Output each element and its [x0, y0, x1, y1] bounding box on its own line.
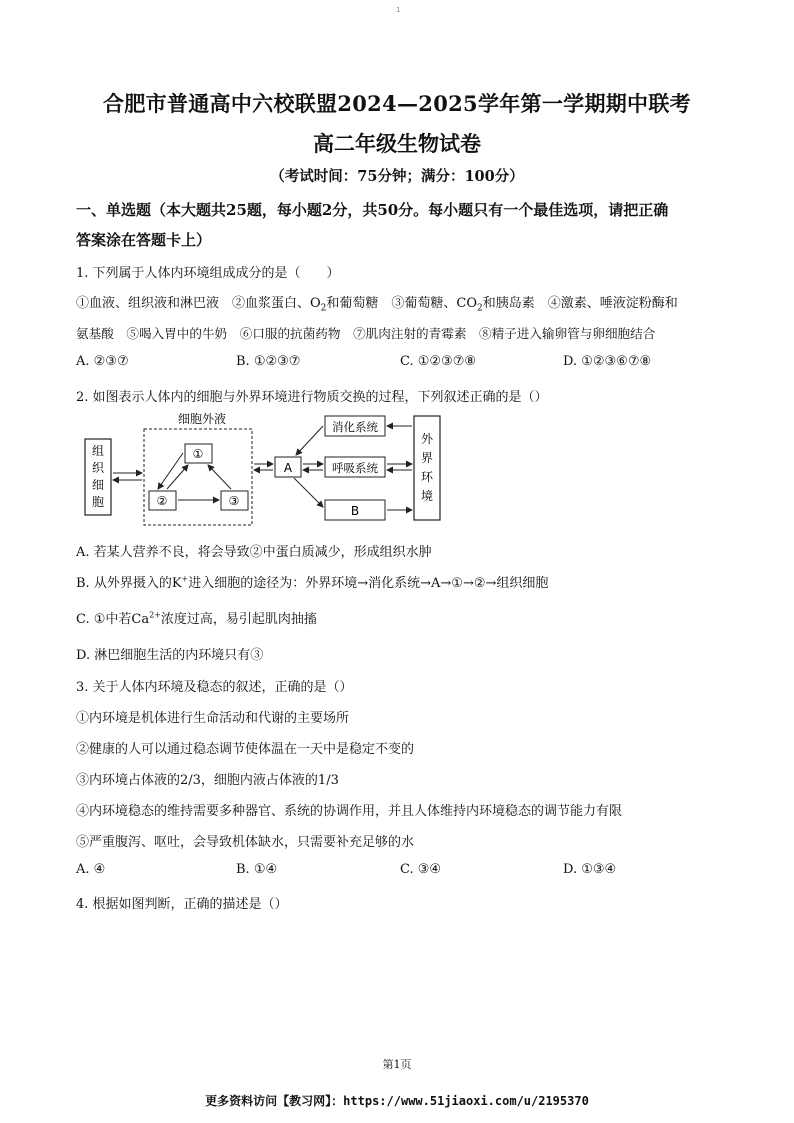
footer-resource-link[interactable]: 更多资料访问【教习网】：https://www.51jiaoxi.com/u/2195370 — [205, 1094, 589, 1108]
q1-option-b[interactable]: B. ①②③⑦ — [236, 354, 301, 369]
respiratory-system-label: 呼吸系统 — [332, 461, 378, 475]
section-heading-line2: 答案涂在答题卡上） — [76, 231, 212, 249]
q2-option-a[interactable]: A. 若某人营养不良，将会导致②中蛋白质减少，形成组织水肿 — [76, 545, 432, 560]
q3-statement: ③内环境占体液的2/3，细胞内液占体液的1/3 — [76, 773, 339, 788]
q3-statement: ①内环境是机体进行生命活动和代谢的主要场所 — [76, 711, 350, 726]
q1-items-line1: ①血液、组织液和淋巴液 ②血浆蛋白、$O_2$和葡萄糖 ③葡萄糖、$CO_2$和胰岛素 ④激素、唾液淀粉酶和 — [76, 296, 678, 314]
q2-option-c[interactable]: C. ①中若$Ca^{2+}$浓度过高，易引起肌肉抽搐 — [76, 610, 317, 627]
q3-option-d[interactable]: D. ①③④ — [563, 862, 617, 877]
q1-option-a[interactable]: A. ②③⑦ — [76, 354, 129, 369]
exam-subtitle: 高二年级生物试卷 — [313, 131, 481, 156]
node-2-label: ② — [156, 494, 168, 508]
section-heading-line1: 一、单选题（本大题共25题，每小题2分，共50分。每小题只有一个最佳选项，请把正确 — [76, 201, 669, 219]
page-number: 第1页 — [382, 1058, 412, 1071]
q1-option-c[interactable]: C. ①②③⑦⑧ — [400, 354, 477, 369]
exam-info: （考试时间：75分钟；满分：100分） — [270, 168, 524, 185]
node-3-label: ③ — [228, 494, 240, 508]
node-b-label: B — [350, 504, 360, 518]
q1-option-d[interactable]: D. ①②③⑥⑦⑧ — [563, 354, 652, 369]
arrow — [158, 453, 183, 489]
arrow — [296, 426, 323, 455]
arrow — [208, 465, 231, 489]
q3-statement: ②健康的人可以通过稳态调节使体温在一天中是稳定不变的 — [76, 742, 415, 757]
external-env-char: 环 — [420, 470, 434, 484]
q3-stem: 3. 关于人体内环境及稳态的叙述，正确的是（） — [76, 680, 353, 695]
q3-option-a[interactable]: A. ④ — [76, 862, 106, 877]
q3-statement: ⑤严重腹泻、呕吐，会导致机体缺水，只需要补充足够的水 — [76, 835, 415, 850]
digestive-system-label: 消化系统 — [332, 420, 378, 434]
q2-option-b[interactable]: B. 从外界摄入的K+进入细胞的途径为：外界环境→消化系统→A→①→②→组织细胞 — [76, 574, 549, 591]
external-env-char: 境 — [420, 489, 434, 503]
tissue-cell-char: 组 — [91, 444, 105, 458]
node-a-label: A — [283, 461, 293, 475]
q2-stem: 2. 如图表示人体内的细胞与外界环境进行物质交换的过程，下列叙述正确的是（） — [76, 390, 548, 405]
node-1-label: ① — [192, 447, 204, 461]
tissue-cell-char: 胞 — [91, 495, 105, 509]
q1-items-line2: 氨基酸 ⑤喝入胃中的牛奶 ⑥口服的抗菌药物 ⑦肌肉注射的青霉素 ⑧精子进入输卵管与卵细胞结合 — [76, 326, 656, 341]
arrow — [167, 465, 188, 489]
page-tick-mark: 1 — [396, 6, 401, 14]
tissue-cell-char: 细 — [91, 478, 105, 492]
external-env-char: 外 — [420, 432, 434, 446]
arrow — [294, 478, 323, 507]
q2-diagram — [82, 407, 452, 527]
q3-statement: ④内环境稳态的维持需要多种器官、系统的协调作用，并且人体维持内环境稳态的调节能力有限 — [76, 804, 623, 819]
q1-stem: 1. 下列属于人体内环境组成成分的是（ ） — [76, 266, 340, 281]
exam-title: 合肥市普通高中六校联盟2024—2025学年第一学期期中联考 — [103, 91, 691, 116]
q4-stem: 4. 根据如图判断，正确的描述是（） — [76, 897, 288, 912]
external-env-char: 界 — [420, 451, 434, 465]
extracellular-label: 细胞外液 — [177, 412, 227, 426]
q3-option-b[interactable]: B. ①④ — [236, 862, 278, 877]
q2-option-d[interactable]: D. 淋巴细胞生活的内环境只有③ — [76, 648, 264, 663]
q3-option-c[interactable]: C. ③④ — [400, 862, 442, 877]
tissue-cell-char: 织 — [91, 461, 105, 475]
extracellular-fluid-box — [144, 429, 252, 525]
